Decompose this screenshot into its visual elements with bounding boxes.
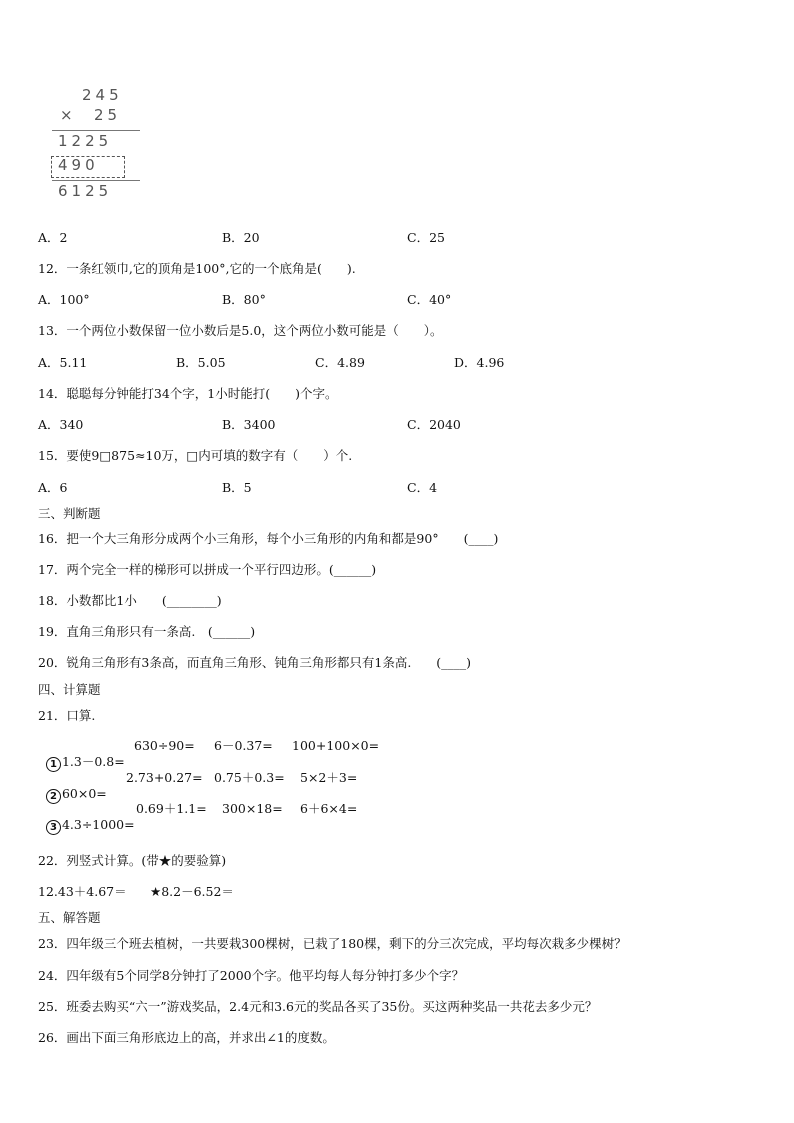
q12-option-c: C．40° [407,292,452,307]
q15-option-c: C．4 [407,480,438,495]
q15-option-a: A．6 [38,480,68,495]
q13-option-a: A．5.11 [38,355,88,370]
q21-text: 21．口算. [38,708,96,723]
q11-option-b: B．20 [222,230,260,245]
mult-row-2: 25 [94,106,122,124]
mult-row-3: 1225 [58,132,113,150]
q11-option-a: A．2 [38,230,68,245]
mult-rule-2 [52,180,140,181]
circled-number-2: 2 [46,789,61,804]
calc-item: 5×2＋3= [300,770,358,785]
q11-option-c: C．25 [407,230,445,245]
q15-option-b: B．5 [222,480,252,495]
q25-text: 25．班委去购买“六一”游戏奖品，2.4元和3.6元的奖品各买了35份。买这两种奖品一共花去多少元？ [38,999,598,1014]
mult-row-1: 245 [82,86,123,104]
q14-text: 14．聪聪每分钟能打34个字，1小时能打( )个字。 [38,386,338,401]
calc-item: 1.3－0.8= [61,754,125,769]
q12-option-b: B．80° [222,292,266,307]
calc-item: 6＋6×4= [300,801,358,816]
q19-text: 19．直角三角形只有一条高. (______) [38,624,256,639]
mult-row-5: 6125 [58,182,113,200]
q26-text: 26．画出下面三角形底边上的高，并求出∠1的度数。 [38,1030,335,1045]
q13-option-b: B．5.05 [176,355,226,370]
q14-option-c: C．2040 [407,417,461,432]
q22-text: 22．列竖式计算。(带★的要验算) [38,853,227,868]
q16-text: 16．把一个大三角形分成两个小三角形，每个小三角形的内角和都是90° (____) [38,531,499,546]
circled-number-1: 1 [46,757,61,772]
calc-item: 6－0.37= [214,738,273,753]
q22-item: 12.43＋4.67＝ [38,884,127,899]
calc-item: 300×18= [222,801,283,816]
section-5-heading: 五、解答题 [38,910,101,925]
calc-item: 60×0= [61,786,107,801]
q18-text: 18．小数都比1小 (________) [38,593,222,608]
q12-option-a: A．100° [38,292,90,307]
circled-number-3: 3 [46,820,61,835]
mult-rule-1 [52,130,140,131]
q23-text: 23．四年级三个班去植树，一共要栽300棵树，已栽了180棵，剩下的分三次完成，平均每次栽多少棵树？ [38,936,627,951]
q13-text: 13．一个两位小数保留一位小数后是5.0，这个两位小数可能是（ ）。 [38,323,443,338]
mult-operator: × [60,106,77,124]
calc-item: 2.73+0.27= [126,770,203,785]
q13-option-c: C．4.89 [315,355,365,370]
q20-text: 20．锐角三角形有3条高，而直角三角形、钝角三角形都只有1条高. (____) [38,655,472,670]
q14-option-b: B．3400 [222,417,276,432]
q24-text: 24．四年级有5个同学8分钟打了2000个字。他平均每人每分钟打多少个字？ [38,968,465,983]
q15-text: 15．要使9□875≈10万，□内可填的数字有（ ）个. [38,448,353,463]
section-4-heading: 四、计算题 [38,682,101,697]
q14-option-a: A．340 [38,417,84,432]
calc-item: 4.3÷1000= [61,817,135,832]
calc-row-3 [38,801,135,835]
calc-item: 0.69＋1.1= [136,801,207,816]
calc-item: 100+100×0= [292,738,380,753]
q13-option-d: D．4.96 [454,355,505,370]
calc-item: 0.75＋0.3= [214,770,285,785]
calc-row-1 [38,738,125,772]
q22-item: ★8.2－6.52＝ [150,884,234,899]
q17-text: 17．两个完全一样的梯形可以拼成一个平行四边形。(______) [38,562,377,577]
calc-item: 630÷90= [134,738,195,753]
mult-row-4: 490 [58,156,99,174]
calc-row-2 [38,770,107,804]
vertical-multiplication-figure [48,86,148,206]
q12-text: 12．一条红领巾,它的顶角是100°,它的一个底角是( ). [38,261,356,276]
section-3-heading: 三、判断题 [38,506,101,521]
